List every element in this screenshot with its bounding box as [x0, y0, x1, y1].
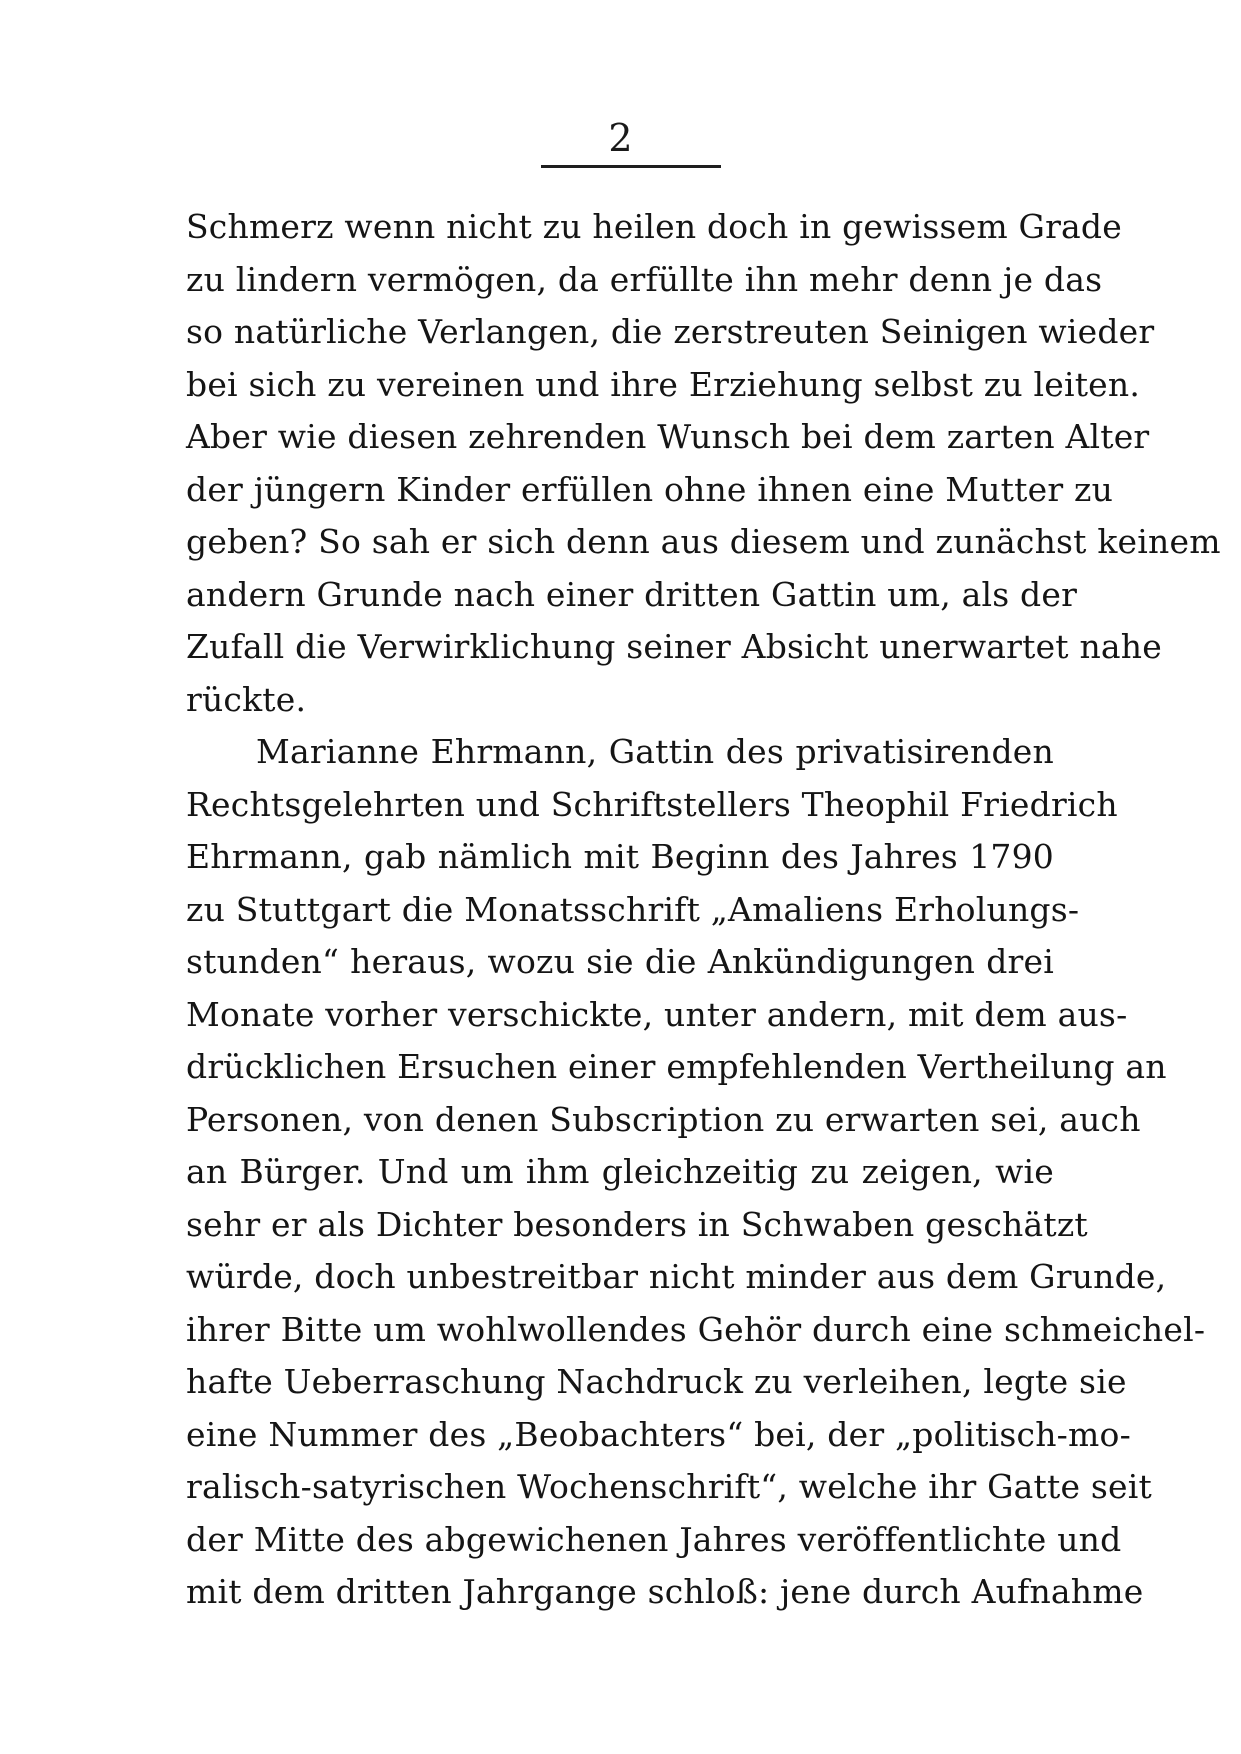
text-line: ihrer Bitte um wohlwollendes Gehör durch eine schmeichel-: [186, 1309, 1206, 1349]
text-line: stunden“ heraus, wozu sie die Ankündigungen drei: [186, 942, 1054, 981]
text-line: Monate vorher verschickte, unter andern, mit dem aus-: [186, 994, 1128, 1034]
text-line: der jüngern Kinder erfüllen ohne ihnen eine Mutter zu: [186, 469, 1114, 509]
text-line: Personen, von denen Subscription zu erwarten sei, auch: [186, 1099, 1141, 1139]
paragraph-1: [186, 201, 1221, 726]
header-rule: [541, 165, 721, 168]
text-line: mit dem dritten Jahrgange schloß: jene durch Aufnahme: [186, 1572, 1144, 1611]
text-line: Ehrmann, gab nämlich mit Beginn des Jahres 1790: [186, 837, 1054, 876]
text-line: zu Stuttgart die Monatsschrift „Amaliens Erholungs-: [186, 889, 1080, 929]
text-line: an Bürger. Und um ihm gleichzeitig zu zeigen, wie: [186, 1152, 1054, 1191]
text-line: andern Grunde nach einer dritten Gattin um, als der: [186, 574, 1078, 614]
page-number: 2: [608, 116, 633, 160]
paragraph-2: [186, 726, 1206, 1619]
text-line: würde, doch unbestreitbar nicht minder aus dem Grunde,: [186, 1257, 1167, 1296]
text-line: ralisch-satyrischen Wochenschrift“, welche ihr Gatte seit: [186, 1467, 1152, 1506]
text-line: der Mitte des abgewichenen Jahres veröffentlichte und: [186, 1519, 1122, 1559]
text-line: drücklichen Ersuchen einer empfehlenden Vertheilung an: [186, 1047, 1167, 1086]
text-line: eine Nummer des „Beobachters“ bei, der „politisch-mo-: [186, 1414, 1131, 1454]
text-line: so natürliche Verlangen, die zerstreuten Seinigen wieder: [186, 312, 1155, 351]
text-line: hafte Ueberraschung Nachdruck zu verleihen, legte sie: [186, 1362, 1127, 1401]
text-line: Zufall die Verwirklichung seiner Absicht unerwartet nahe: [186, 627, 1162, 666]
text-line: Aber wie diesen zehrenden Wunsch bei dem zarten Alter: [186, 417, 1150, 456]
text-line: geben? So sah er sich denn aus diesem und zunächst keinem: [186, 522, 1221, 561]
text-line: bei sich zu vereinen und ihre Erziehung selbst zu leiten.: [186, 364, 1141, 404]
text-line: Rechtsgelehrten und Schriftstellers Theophil Friedrich: [186, 784, 1118, 824]
text-line: rückte.: [186, 679, 307, 719]
body-text: [186, 201, 1221, 1619]
text-line: zu lindern vermögen, da erfüllte ihn mehr denn je das: [186, 259, 1103, 299]
text-line: Schmerz wenn nicht zu heilen doch in gewissem Grade: [186, 207, 1122, 246]
text-line: sehr er als Dichter besonders in Schwaben geschätzt: [186, 1204, 1088, 1244]
text-line: Marianne Ehrmann, Gattin des privatisirenden: [256, 732, 1054, 771]
